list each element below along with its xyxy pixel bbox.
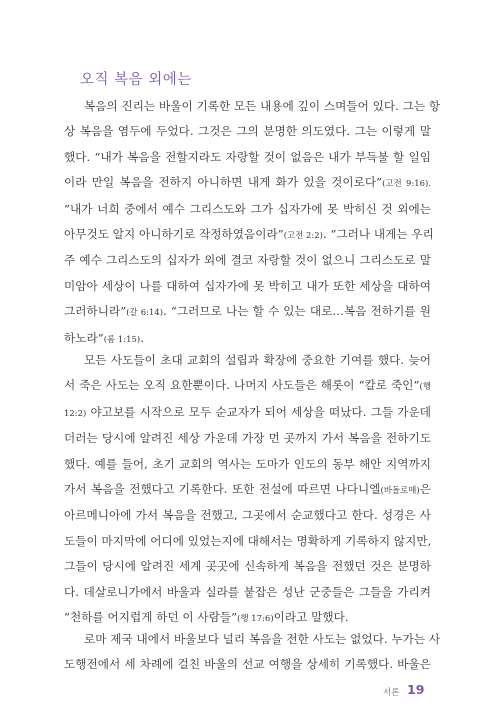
text-line: 모든 사도들이 초대 교회의 설립과 확장에 중요한 기여를 했다. 늦어 <box>84 353 431 367</box>
text-line: 미암아 세상이 나를 대하여 십자가에 못 박히고 내가 또한 세상을 대하여 <box>64 278 431 293</box>
scripture-reference: (바돌로매) <box>380 485 420 496</box>
paragraph-3 <box>64 627 441 678</box>
scripture-reference: (행 17:6) <box>237 613 274 624</box>
text-line: 도행전에서 세 차례에 걸친 바울의 선교 여행을 상세히 기록했다. 바울은 <box>64 657 431 672</box>
section-heading: 오직 복음 외에는 <box>80 72 192 88</box>
text-line: 이라 만일 복음을 전하지 아니하면 내게 화가 있을 것이로다”(고전 9:16). <box>64 175 431 190</box>
scripture-reference: (롬 1:15) <box>103 333 141 344</box>
text-line: 주 예수 그리스도의 십자가 외에 결코 자랑할 것이 없으니 그리스도로 말 <box>64 253 431 268</box>
text-line: 그들이 당시에 알려진 세계 곳곳에 신속하게 복음을 전했던 것은 분명하 <box>64 559 431 574</box>
text-line: 더러는 당시에 알려진 세상 가운데 가장 먼 곳까지 가서 복음을 전하기도 <box>64 431 431 446</box>
scripture-reference: (행 <box>419 381 432 392</box>
text-line: “내가 너희 중에서 예수 그리스도와 그가 십자가에 못 박히신 것 외에는 <box>64 201 431 216</box>
text-line: 상 복음을 염두에 두었다. 그것은 그의 분명한 의도였다. 그는 이렇게 말 <box>64 124 431 139</box>
section-label: 서론 <box>383 688 400 698</box>
text-line: 아르메니아에 가서 복음을 전했고, 그곳에서 순교했다고 한다. 성경은 사 <box>64 508 431 523</box>
text-line: 가서 복음을 전했다고 기록한다. 또한 전설에 따르면 나다니엘(바돌로매)은 <box>64 482 431 497</box>
text-line: 다. 데살로니가에서 바울과 실라를 붙잡은 성난 군중들은 그들을 가리켜 <box>64 584 431 599</box>
page-number: 19 <box>407 682 425 697</box>
scripture-reference: (갈 6:14) <box>126 307 164 318</box>
text-line: 12:2) 야고보를 시작으로 모두 순교자가 되어 세상을 떠났다. 그들 가운데 <box>64 404 431 419</box>
text-line: 했다. 예를 들어, 초기 교회의 역사는 도마가 인도의 동부 해안 지역까지 <box>64 456 431 471</box>
text-line: 아무것도 알지 아니하기로 작정하였음이라”(고전 2:2). “그러나 내게는 우리 <box>64 227 434 242</box>
text-line: “천하를 어지럽게 하던 이 사람들”(행 17:6)이라고 말했다. <box>64 610 349 625</box>
scripture-reference: 12:2) <box>64 407 87 418</box>
scripture-reference: (고전 2:2) <box>283 230 323 241</box>
paragraph-2 <box>64 348 431 631</box>
text-line: 했다. “내가 복음을 전할지라도 자랑할 것이 없음은 내가 부득불 할 일임 <box>64 149 431 164</box>
text-line: 그러하니라”(갈 6:14). “그러므로 나는 할 수 있는 대로…복음 전하기를 원 <box>64 304 431 319</box>
page-footer <box>0 682 483 702</box>
text-line: 로마 제국 내에서 바울보다 널리 복음을 전한 사도는 없었다. 누가는 사 <box>84 632 441 646</box>
text-line: 하노라”(롬 1:15). <box>64 330 144 345</box>
text-line: 서 죽은 사도는 오직 요한뿐이다. 나머지 사도들은 해롯이 “칼로 죽인”(행 <box>64 378 432 393</box>
paragraph-1 <box>64 94 441 352</box>
text-line: 복음의 진리는 바울이 기록한 모든 내용에 깊이 스며들어 있다. 그는 항 <box>84 99 441 113</box>
scripture-reference: (고전 9:16). <box>382 178 431 189</box>
text-line: 도들이 마지막에 어디에 있었는지에 대해서는 명확하게 기록하지 않지만, <box>64 533 432 548</box>
